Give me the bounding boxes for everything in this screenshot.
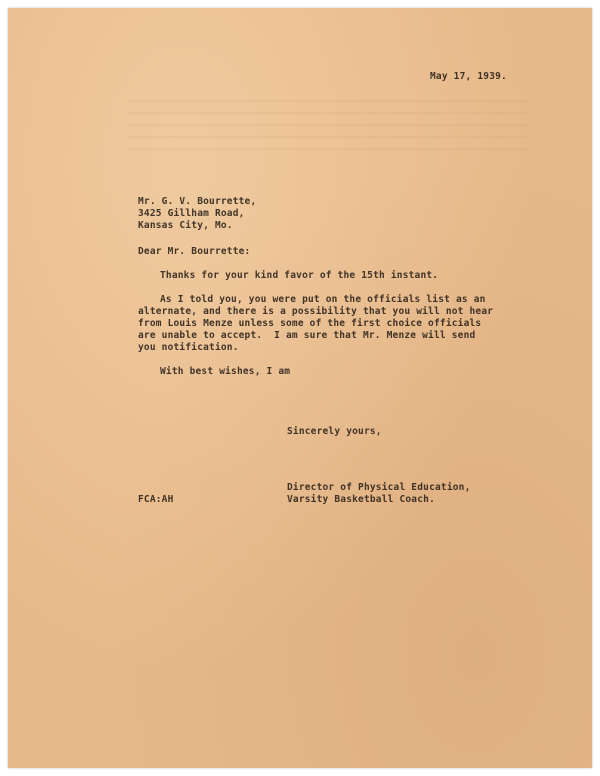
letter-date: May 17, 1939. bbox=[430, 71, 507, 82]
body-line-1: As I told you, you were put on the officials list as an bbox=[160, 294, 486, 305]
paragraph-wishes: With best wishes, I am bbox=[160, 366, 291, 377]
closing: Sincerely yours, bbox=[287, 426, 382, 437]
body-line-5: you notification. bbox=[138, 342, 239, 353]
faint-background-text bbox=[128, 100, 528, 160]
body-line-2: alternate, and there is a possibility that you will not hear bbox=[138, 306, 494, 317]
typist-initials: FCA:AH bbox=[138, 494, 174, 505]
body-line-4: are unable to accept. I am sure that Mr. Menze will send bbox=[138, 330, 476, 341]
recipient-city: Kansas City, Mo. bbox=[138, 220, 233, 231]
letter-page bbox=[8, 8, 592, 768]
salutation: Dear Mr. Bourrette: bbox=[138, 246, 251, 257]
recipient-street: 3425 Gillham Road, bbox=[138, 208, 245, 219]
recipient-name: Mr. G. V. Bourrette, bbox=[138, 196, 257, 207]
signature-title-1: Director of Physical Education, bbox=[287, 482, 471, 493]
body-line-3: from Louis Menze unless some of the first choice officials bbox=[138, 318, 482, 329]
paragraph-thanks: Thanks for your kind favor of the 15th instant. bbox=[160, 270, 439, 281]
signature-title-2: Varsity Basketball Coach. bbox=[287, 494, 435, 505]
